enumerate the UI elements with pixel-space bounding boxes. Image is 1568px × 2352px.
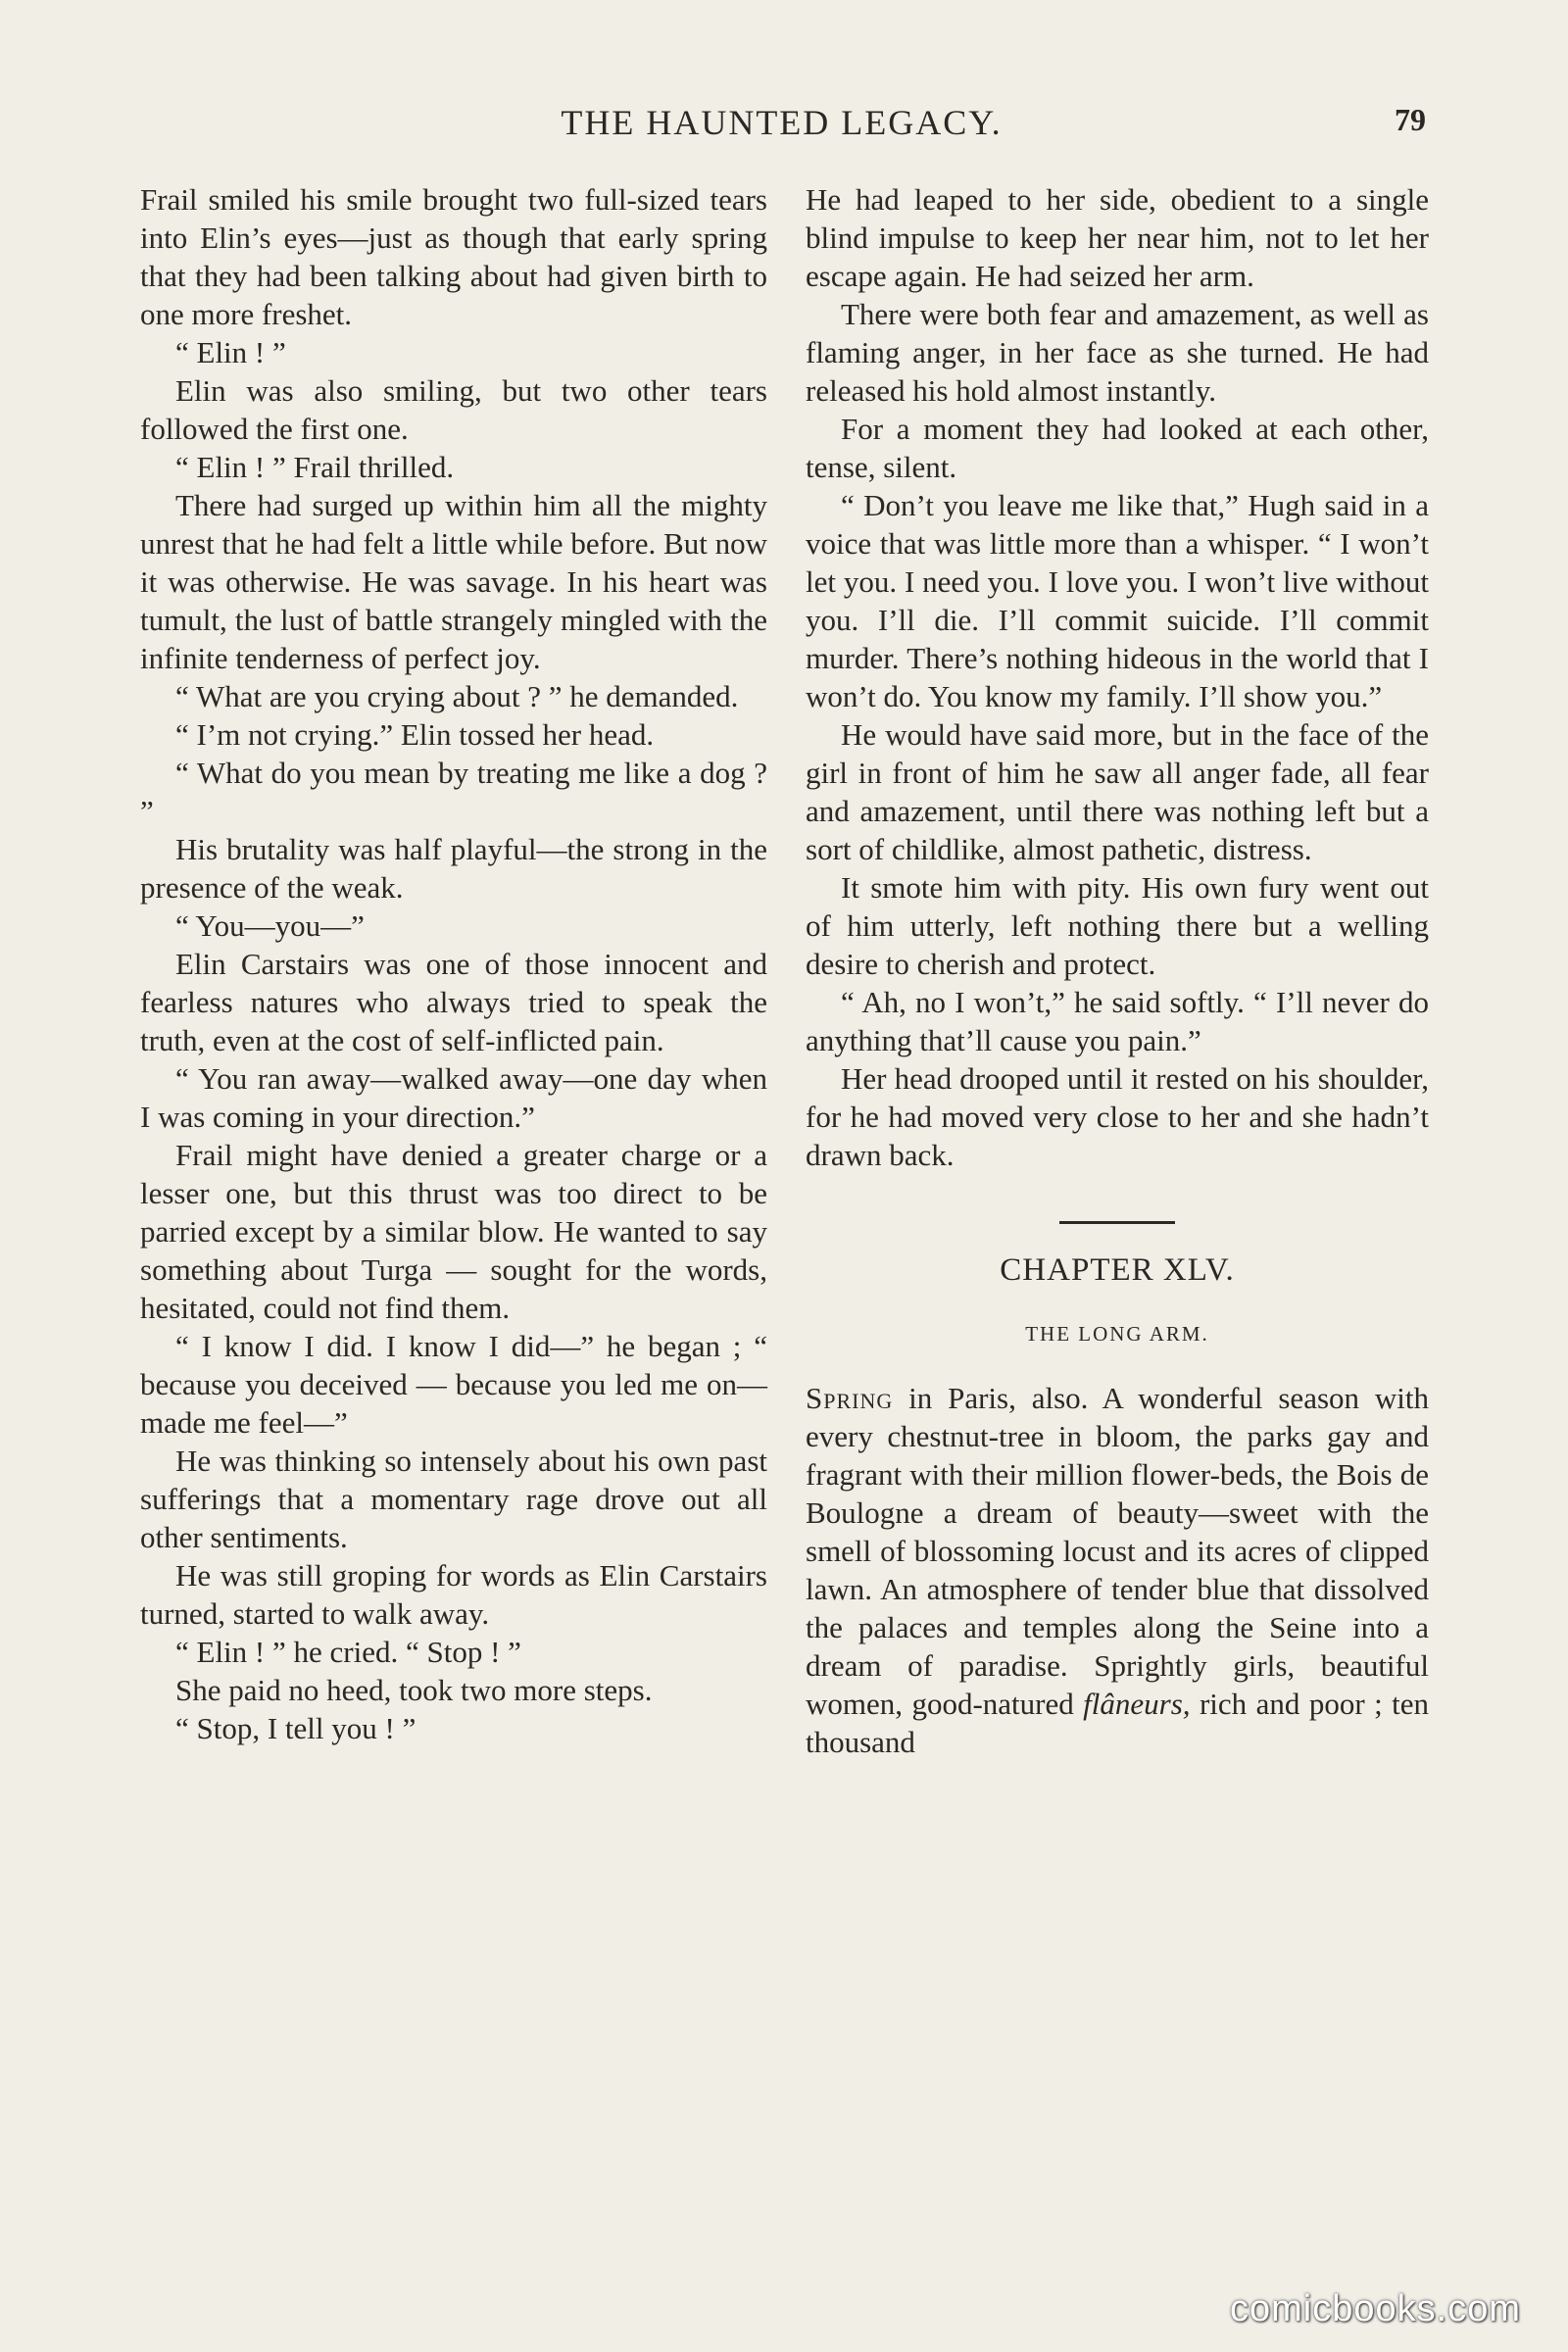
paragraph: She paid no heed, took two more steps.	[175, 1673, 653, 1707]
paragraph: “ I know I did. I know I did—” he began ; “ because you deceived — because you led me on—made me feel—”	[140, 1329, 767, 1440]
paragraph: Her head drooped until it rested on his shoulder, for he had moved very close to her and she hadn’t drawn back.	[806, 1061, 1429, 1172]
closing-text: rich and poor ; ten thousand	[806, 1687, 1429, 1759]
chapter-subtitle: THE LONG ARM.	[1025, 1322, 1209, 1346]
paragraph: “ I’m not crying.” Elin tossed her head.	[175, 717, 655, 752]
running-head	[137, 98, 1426, 157]
paragraph: “ What do you mean by treating me like a dog ? ”	[140, 756, 767, 828]
paragraph: For a moment they had looked at each other, tense, silent.	[806, 412, 1429, 484]
left-column	[140, 180, 767, 1747]
paragraph: “ Elin ! ”	[175, 335, 286, 369]
paragraph: He was thinking so intensely about his own past sufferings that a momentary rage drove out all other sentiments.	[140, 1444, 767, 1554]
paragraph: Frail might have denied a greater charge or a lesser one, but this thrust was too direct to be parried except by a similar blow. He wanted to say something about Turga — sought for the words, hesitated, could not find them.	[140, 1138, 767, 1325]
paragraph: He was still groping for words as Elin Carstairs turned, started to walk away.	[140, 1558, 767, 1631]
paragraph: His brutality was half playful—the strong in the presence of the weak.	[140, 832, 767, 905]
paragraph: “ Stop, I tell you ! ”	[175, 1711, 416, 1745]
paragraph: There were both fear and amazement, as well as flaming anger, in her face as she turned. He had released his hold almost instantly.	[806, 297, 1429, 408]
page-number: 79	[1395, 102, 1426, 137]
paragraph: “ You ran away—walked away—one day when I was coming in your direction.”	[140, 1061, 767, 1134]
paragraph: Frail smiled his smile brought two full-sized tears into Elin’s eyes—just as though that early spring that they had been talking about had given birth to one more freshet.	[140, 182, 767, 331]
paragraph: “ What are you crying about ? ” he demanded.	[175, 679, 739, 713]
opening-text: in Paris, also. A wonderful season with every chestnut-tree in bloom, the parks gay and fragrant with their million flower-beds, the Bois de Boulogne a dream of beauty—sweet with the smell of blossoming locust and its acres of clipped lawn. An atmosphere of tender blue that dissolved the palaces and temples along the Seine into a dream of paradise. Sprightly girls, beautiful women, good-natured	[806, 1381, 1429, 1721]
paragraph: Elin Carstairs was one of those innocent and fearless natures who always tried to speak the truth, even at the cost of self-inflicted pain.	[140, 947, 767, 1057]
chapter-heading: CHAPTER XLV.	[1000, 1252, 1235, 1288]
paragraph: He would have said more, but in the face of the girl in front of him he saw all anger fade, all fear and amazement, until there was nothing left but a sort of childlike, almost pathetic, distress.	[806, 717, 1429, 866]
italic-word: flâneurs,	[1083, 1687, 1191, 1721]
chapter-opening-paragraph	[806, 1379, 1429, 1761]
paragraph: Elin was also smiling, but two other tears followed the first one.	[140, 373, 767, 446]
paragraph: “ Don’t you leave me like that,” Hugh said in a voice that was little more than a whisper. “ I won’t let you. I need you. I love you. I won’t live without you. I’ll die. I’ll commit suicide. I’ll commit murder. There’s nothing hideous in the world that I won’t do. You know my family. I’ll show you.”	[806, 488, 1429, 713]
running-title: THE HAUNTED LEGACY.	[561, 103, 1003, 142]
paragraph: “ Elin ! ” Frail thrilled.	[175, 450, 455, 484]
paragraph: “ Ah, no I won’t,” he said softly. “ I’ll never do anything that’ll cause you pain.”	[806, 985, 1429, 1057]
section-divider	[1059, 1221, 1175, 1224]
right-column	[806, 180, 1429, 1761]
paragraph: “ Elin ! ” he cried. “ Stop ! ”	[175, 1635, 521, 1669]
paragraph: There had surged up within him all the mighty unrest that he had felt a little while before. But now it was otherwise. He was savage. In his heart was tumult, the lust of battle strangely mingled with the infinite tenderness of perfect joy.	[140, 488, 767, 675]
paragraph: It smote him with pity. His own fury went out of him utterly, left nothing there but a welling desire to cherish and protect.	[806, 870, 1429, 981]
opening-word: Spring	[806, 1381, 894, 1415]
paragraph: He had leaped to her side, obedient to a single blind impulse to keep her near him, not to let her escape again. He had seized her arm.	[806, 182, 1429, 293]
paragraph: “ You—you—”	[175, 908, 365, 943]
watermark: comicbooks.com	[1230, 2288, 1521, 2329]
